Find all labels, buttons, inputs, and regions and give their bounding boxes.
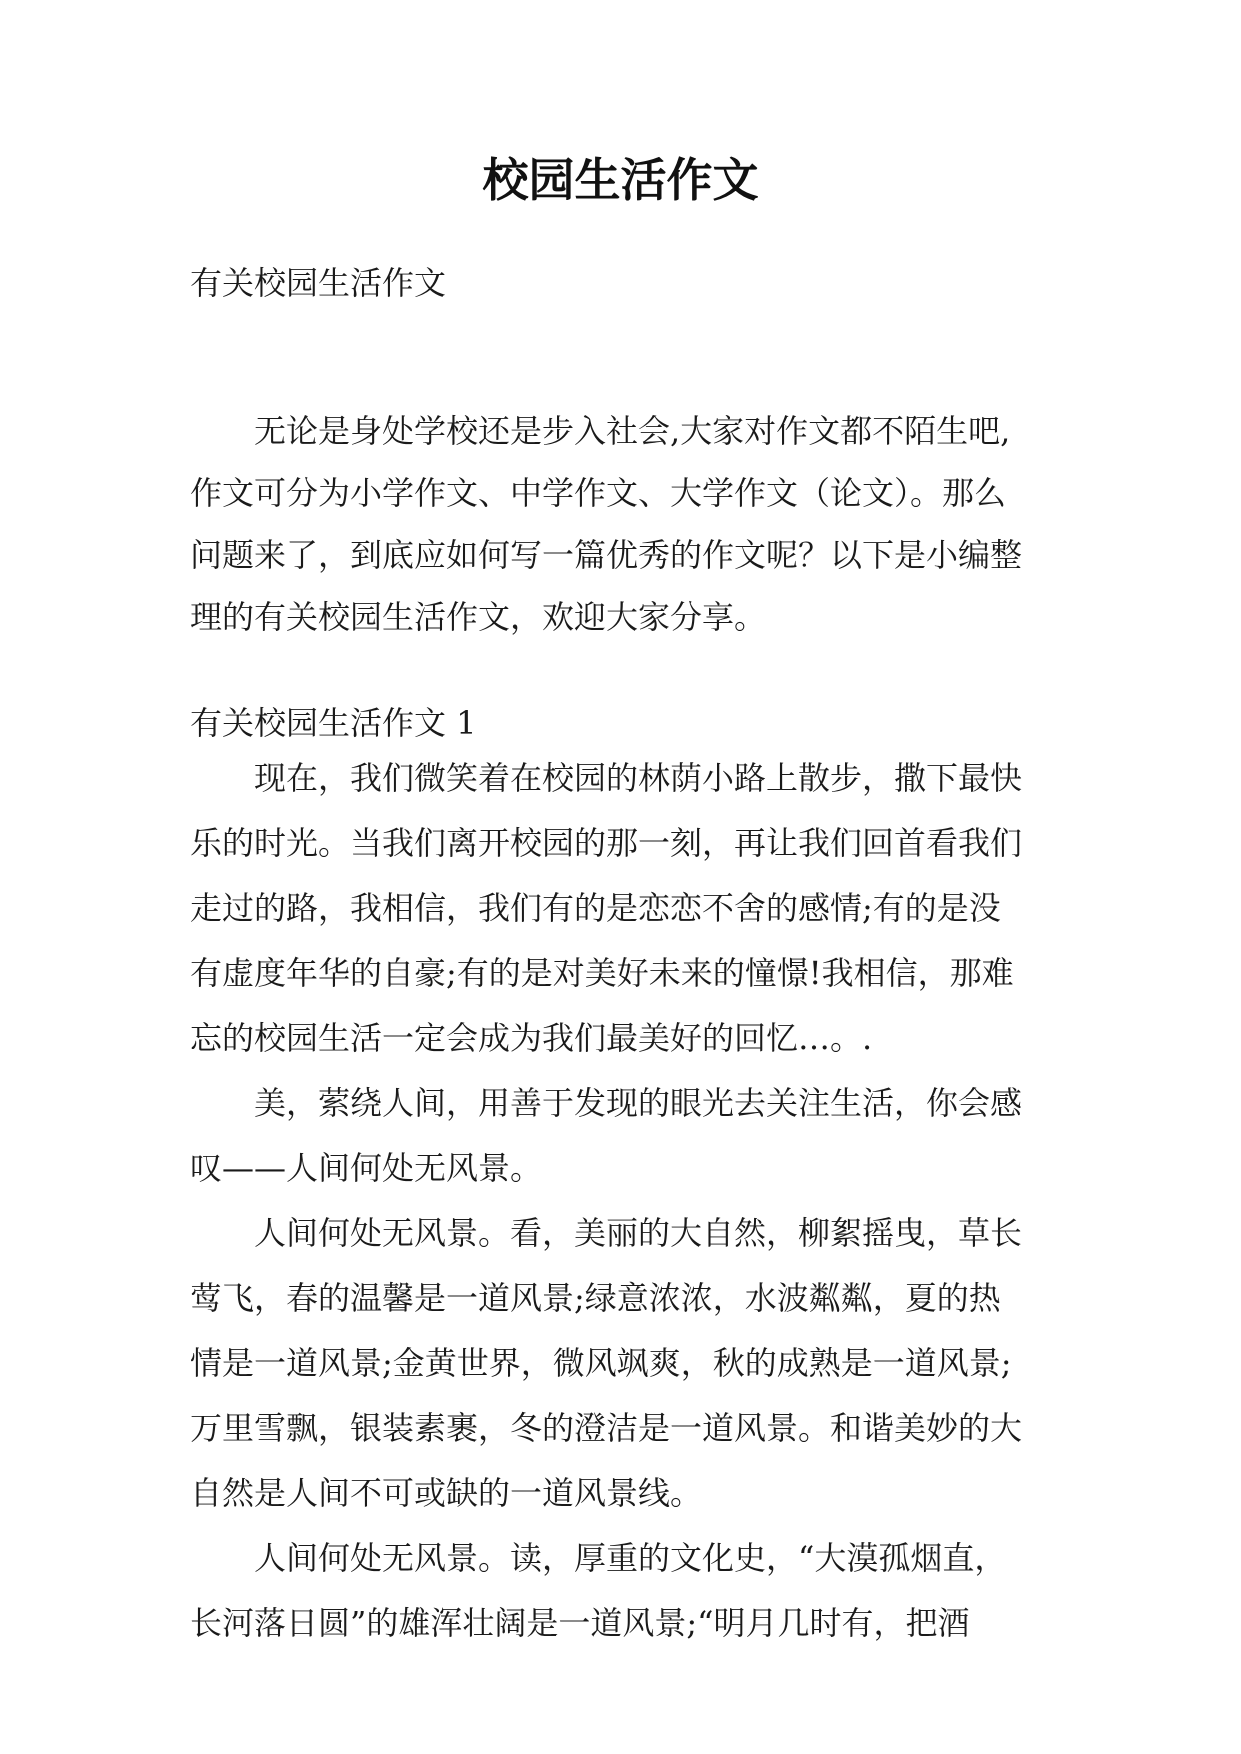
paragraph-line: 人间何处无风景。看，美丽的大自然，柳絮摇曳，草长: [190, 1214, 1023, 1252]
paragraph-line: 人间何处无风景。读，厚重的文化史，“大漠孤烟直，: [190, 1539, 1007, 1577]
paragraph-line: 情是一道风景;金黄世界，微风飒爽，秋的成熟是一道风景;: [190, 1344, 1012, 1382]
document-subtitle: 有关校园生活作文: [190, 264, 447, 302]
body-text: [190, 746, 1055, 1656]
intro-line: 无论是身处学校还是步入社会,大家对作文都不陌生吧,: [190, 412, 1011, 450]
intro-line: 作文可分为小学作文、中学作文、大学作文（论文）。那么: [190, 474, 1007, 512]
paragraph-line: 乐的时光。当我们离开校园的那一刻，再让我们回首看我们: [190, 824, 1023, 862]
paragraph-line: 走过的路，我相信，我们有的是恋恋不舍的感情;有的是没: [190, 889, 1001, 927]
paragraph-line: 忘的校园生活一定会成为我们最美好的回忆…。.: [190, 1019, 873, 1057]
paragraph: [190, 1201, 1055, 1526]
section-heading: 有关校园生活作文 1: [190, 704, 477, 742]
paragraph-line: 长河落日圆”的雄浑壮阔是一道风景;“明月几时有，把酒: [190, 1604, 970, 1642]
paragraph-line: 自然是人间不可或缺的一道风景线。: [190, 1474, 703, 1512]
paragraph-line: 叹——人间何处无风景。: [190, 1149, 543, 1187]
intro-line: 问题来了，到底应如何写一篇优秀的作文呢？以下是小编整: [190, 536, 1023, 574]
paragraph-line: 莺飞，春的温馨是一道风景;绿意浓浓，水波粼粼，夏的热: [190, 1279, 1001, 1317]
paragraph: [190, 1071, 1055, 1201]
paragraph-line: 美，萦绕人间，用善于发现的眼光去关注生活，你会感: [190, 1084, 1023, 1122]
paragraph-line: 有虚度年华的自豪;有的是对美好未来的憧憬!我相信，那难: [190, 954, 1014, 992]
paragraph-line: 万里雪飘，银装素裹，冬的澄洁是一道风景。和谐美妙的大: [190, 1409, 1023, 1447]
intro-paragraph: [190, 400, 1055, 648]
paragraph: [190, 1526, 1055, 1656]
intro-line: 理的有关校园生活作文，欢迎大家分享。: [190, 598, 767, 636]
paragraph: [190, 746, 1055, 1071]
paragraph-line: 现在，我们微笑着在校园的林荫小路上散步，撒下最快: [190, 759, 1023, 797]
document-title: 校园生活作文: [482, 153, 759, 207]
